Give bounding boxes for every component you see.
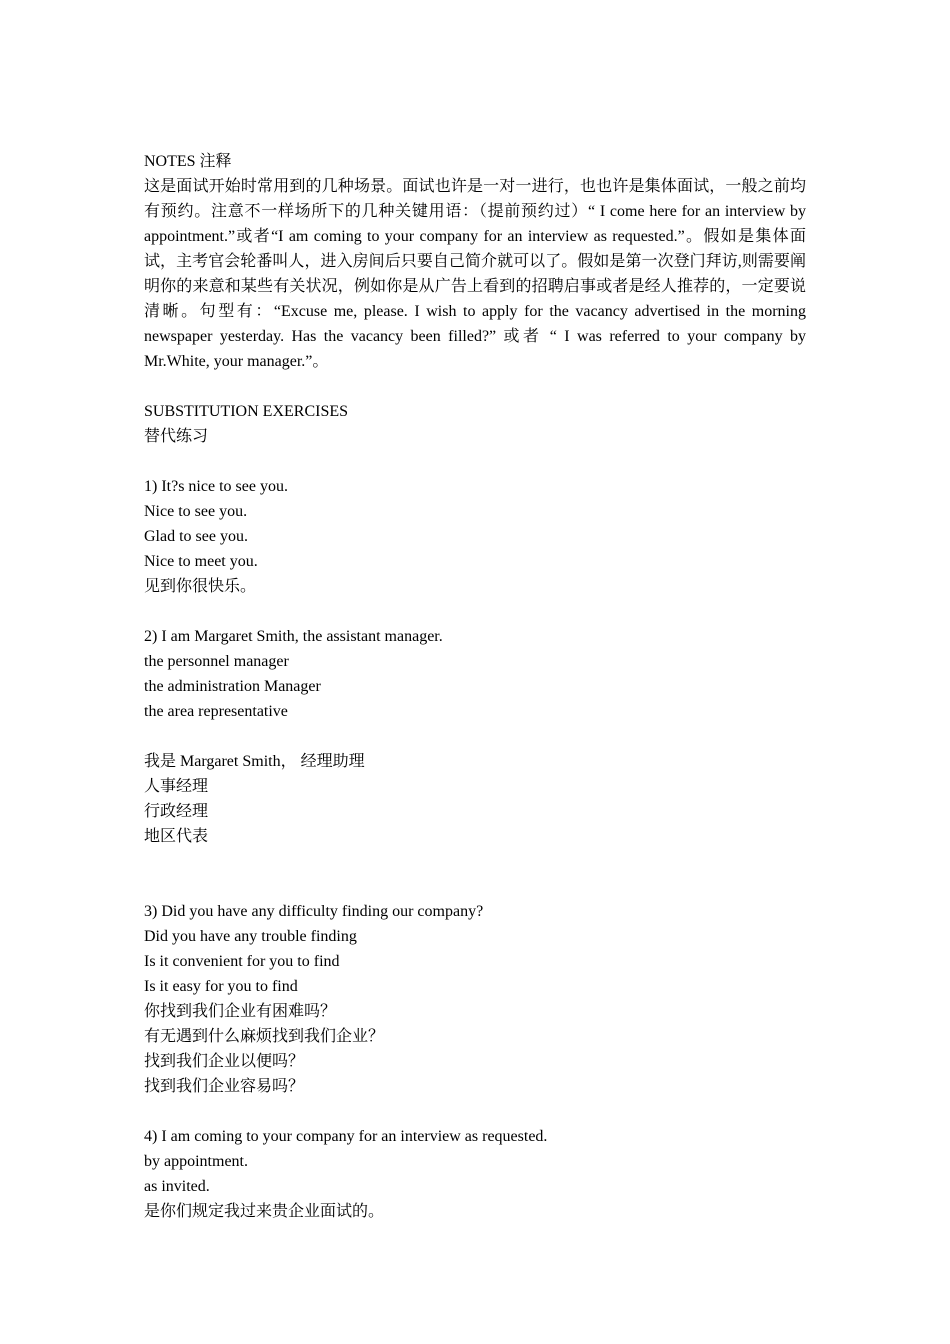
- document-body: [144, 149, 806, 1224]
- exercise-line: Glad to see you.: [144, 528, 248, 545]
- exercise-line-zh: 人事经理: [144, 778, 209, 795]
- notes-paragraph: 这是面试开始时常用到的几种场景。面试也许是一对一进行，也也许是集体面试，一般之前均有预约。注意不一样场所下的几种关键用语：（提前预约过）“ I come here for an interview by appointment.”或者“I am coming to your company for an interview as requested.”。假如是集体面试，主考官会轮番叫人，进入房间后只要自己简介就可以了。假如是第一次登门拜访,则需要阐明你的来意和某些有关状况，例如你是从广告上看到的招聘启事或者是经人推荐的，一定要说清晰。句型有：“Excuse me, please. I wish to apply for the vacancy advertised in the morning newspaper yesterday. Has the vacancy been filled?” 或者 “ I was referred to your company by Mr.White, your manager.”。: [144, 178, 806, 370]
- exercise-line-zh: 行政经理: [144, 803, 209, 820]
- spacer: [144, 599, 806, 624]
- exercise-line: the personnel manager: [144, 653, 289, 670]
- spacer: [144, 724, 806, 749]
- exercise-line: as invited.: [144, 1178, 210, 1195]
- exercise-line: 你找到我们企业有困难吗？: [144, 1003, 337, 1020]
- exercise-line: 2) I am Margaret Smith, the assistant manager.: [144, 628, 443, 645]
- spacer: [144, 849, 806, 899]
- exercise-3: [144, 899, 806, 1099]
- exercise-4: [144, 1124, 806, 1224]
- exercise-line: 找到我们企业以便吗？: [144, 1053, 305, 1070]
- exercise-line: Is it convenient for you to find: [144, 953, 340, 970]
- exercise-1: [144, 474, 806, 599]
- exercise-line: 是你们规定我过来贵企业面试的。: [144, 1203, 385, 1220]
- exercise-line: Nice to meet you.: [144, 553, 258, 570]
- spacer: [144, 449, 806, 474]
- exercise-line-zh: 我是 Margaret Smith， 经理助理: [144, 753, 365, 770]
- spacer: [144, 374, 806, 399]
- exercise-line-zh: 地区代表: [144, 828, 209, 845]
- exercise-line: 见到你很快乐。: [144, 578, 257, 595]
- exercise-line: 找到我们企业容易吗？: [144, 1078, 305, 1095]
- exercise-line: 1) It?s nice to see you.: [144, 478, 288, 495]
- substitution-heading-zh: 替代练习: [144, 428, 209, 445]
- exercise-line: Did you have any trouble finding: [144, 928, 357, 945]
- substitution-heading-en: SUBSTITUTION EXERCISES: [144, 403, 349, 420]
- exercise-2: [144, 624, 806, 849]
- exercise-line: by appointment.: [144, 1153, 248, 1170]
- exercise-line: the administration Manager: [144, 678, 321, 695]
- exercise-line: 3) Did you have any difficulty finding our company?: [144, 903, 484, 920]
- exercise-line: Nice to see you.: [144, 503, 248, 520]
- spacer: [144, 1099, 806, 1124]
- exercise-line: Is it easy for you to find: [144, 978, 298, 995]
- notes-heading: NOTES 注释: [144, 153, 232, 170]
- exercise-line: 有无遇到什么麻烦找到我们企业？: [144, 1028, 385, 1045]
- exercise-line: the area representative: [144, 703, 288, 720]
- exercise-line: 4) I am coming to your company for an interview as requested.: [144, 1128, 548, 1145]
